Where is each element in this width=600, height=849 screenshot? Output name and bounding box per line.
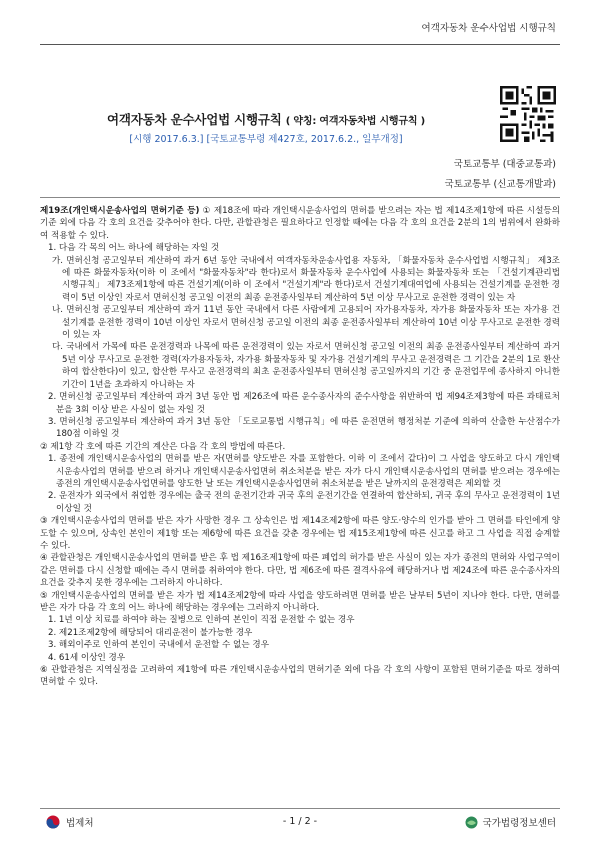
paragraph-5: ⑤ 개인택시운송사업의 면허를 받은 자가 법 제14조제2항에 따라 사업을 양도하려면 면허를 받은 날부터 5년이 지나야 한다. 다만, 면허를 받은 자가 다음 각 호의 어느 하나에 해당하는 경우에는 그러하지 아니하다. xyxy=(40,590,560,613)
p2-item-2: 2. 운전자가 외국에서 취업한 경우에는 출국 전의 운전기간과 귀국 후의 운전기간을 연결하여 합산하되, 귀국 후의 무사고 운전경력이 1년 이상일 것 xyxy=(48,491,560,514)
law-center-logo-icon xyxy=(465,816,478,829)
footer-rule xyxy=(40,808,560,809)
article-heading: 제19조(개인택시운송사업의 면허기준 등) xyxy=(40,206,200,216)
p5-item-4: 4. 61세 이상인 경우 xyxy=(48,652,126,663)
document-title xyxy=(40,110,492,128)
enactment-info[interactable]: [시행 2017.6.3.] [국토교통부령 제427호, 2017.6.2., 일부개정] xyxy=(129,134,403,145)
item-3: 3. 면허신청 공고일부터 계산하여 과거 3년 동안 「도로교통법 시행규칙」에 따른 운전면허 행정처분 기준에 의하여 산출한 누산점수가 180점 이하일 것 xyxy=(48,416,560,440)
page-number: - 1 / 2 - xyxy=(282,816,318,827)
title-abbreviation: ( 약칭: 여객자동차법 시행규칙 ) xyxy=(285,116,425,127)
title-divider xyxy=(40,197,560,198)
p2-item-1: 1. 종전에 개인택시운송사업의 면허를 받은 자(면허를 양도받은 자를 포함한다. 이하 이 조에서 같다)이 그 사업을 양도하고 다시 개인택시운송사업의 면허를 받으려 하거나 개인택시운송사업면허 취소처분을 받은 자가 다시 개인택시운송사업의 면허를 받으려는 경우에는 종전의 개인택시운송사업면허를 양도한 날 또는 개인택시운송사업면허 취소처분을 받은 날까지의 운전경력은 제외할 것 xyxy=(48,454,560,489)
footer-right-label: 국가법령정보센터 xyxy=(482,818,556,829)
paragraph-3: ③ 개인택시운송사업의 면허를 받은 자가 사망한 경우 그 상속인은 법 제14조제2항에 따른 양도·양수의 인가를 받아 그 면허를 타인에게 양도할 수 있으며, 상속인 본인이 제1항 또는 제6항에 따른 요건을 갖춘 경우에는 법 제15조제1항에 따른 신고를 하고 그 사업을 직접 승계할 수 있다. xyxy=(40,516,560,551)
ministry-line-2: 국토교통부 (신교통개발과) xyxy=(444,179,556,190)
item-1: 1. 다음 각 목의 어느 하나에 해당하는 자일 것 xyxy=(48,243,220,254)
p5-item-2: 2. 제21조제2항에 해당되어 대리운전이 불가능한 경우 xyxy=(48,627,253,638)
document-title-block xyxy=(40,110,492,145)
article-intro xyxy=(40,205,560,242)
qr-code-icon xyxy=(500,86,556,142)
paragraph-2: ② 제1항 각 호에 따른 기간의 계산은 다음 각 호의 방법에 따른다. xyxy=(40,441,286,452)
paragraph-4: ④ 관할관청은 개인택시운송사업의 면허를 받은 후 법 제16조제1항에 따른 폐업의 허가를 받은 사실이 있는 자가 종전의 면허와 사업구역이 같은 면허를 다시 신청할 때에는 즉시 면허를 취하여야 한다. 다만, 법 제6조에 따른 결격사유에 해당하거나 법 제24조에 따른 운수종사자의 요건을 갖추지 못한 경우에는 그러하지 아니하다. xyxy=(40,553,560,589)
subitem-na: 나. 면허신청 공고일부터 계산하여 과거 11년 동안 국내에서 다른 사람에게 고용되어 자가용자동차, 자가용 화물자동차 또는 자가용 건설기계를 운전한 경력이 10년 이상인 자로서 면허신청 공고일 이전의 최종 운전종사일부터 계산하여 10년 이상 무사고로 운전한 경력이 있는 자 xyxy=(52,305,560,341)
article-body xyxy=(40,205,560,689)
ministry-line-1: 국토교통부 (대중교통과) xyxy=(453,159,556,170)
item-2: 2. 면허신청 공고일부터 계산하여 과거 3년 동안 법 제26조에 따른 운수종사자의 준수사항을 위반하여 법 제94조제3항에 따른 과태료처분을 3회 이상 받은 사실이 없는 자일 것 xyxy=(48,392,560,415)
p5-item-1: 1. 1년 이상 치료를 하여야 하는 질병으로 인하여 본인이 직접 운전할 수 없는 경우 xyxy=(48,615,355,626)
subitem-da: 다. 국내에서 가목에 따른 운전경력과 나목에 따른 운전경력이 있는 자로서 면허신청 공고일 이전의 최종 운전종사일부터 계산하여 과거 5년 이상 무사고로 운전한 경력(자가용자동차, 자가용 화물자동차 및 자가용 건설기계의 무사고 운전경력은 그 기간을 2분의 1로 환산하여 합산한다)이 있고, 합산한 무사고 운전경력의 최초 운전종사일부터 면허신청 공고일까지의 기간 중 운전업무에 종사하지 아니한 기간이 1년을 초과하지 아니하는 자 xyxy=(52,342,560,390)
p5-item-3: 3. 해외이주로 인하여 본인이 국내에서 운전할 수 없는 경우 xyxy=(48,640,269,651)
subitem-ga: 가. 면허신청 공고일부터 계산하여 과거 6년 동안 국내에서 여객자동차운송사업용 자동차, 「화물자동차 운수사업법 시행규칙」 제3조에 따른 화물자동차(이하 이 조에서 "화물자동차"라 한다)로서 화물자동차 운수사업에 사용되는 화물자동차 또는 「건설기계관리법 시행규칙」 제73조제1항에 따른 건설기계(이하 이 조에서 "건설기계"라 한다)로서 건설기계대여업에 사용되는 건설기계를 운전한 경력이 5년 이상인 자로서 면허신청 공고일 이전의 최종 운전종사일부터 계산하여 5년 이상 무사고로 운전한 경력이 있는 자 xyxy=(52,255,560,303)
paragraph-6: ⑥ 관할관청은 지역실정을 고려하여 제1항에 따른 개인택시운송사업의 면허기준 외에 다음 각 호의 사항이 포함된 면허기준을 따로 정하여 면허할 수 있다. xyxy=(40,665,560,688)
paragraph-1: ① 제18조에 따라 개인택시운송사업의 면허를 받으려는 자는 법 제14조제1항에 따른 시설등의 기준 외에 다음 각 호의 요건을 갖추어야 한다. 다만, 관할관청은 필요하다고 인정할 때에는 다음 각 호의 요건을 2분의 1의 범위에서 완화하여 적용할 수 있다. xyxy=(40,206,561,241)
footer-left-label: 법제처 xyxy=(66,818,94,829)
footer-brand xyxy=(465,815,556,829)
header-rule xyxy=(40,44,560,45)
title-main: 여객자동차 운수사업법 시행규칙 xyxy=(107,112,282,127)
running-header: 여객자동차 운수사업법 시행규칙 xyxy=(421,23,556,34)
